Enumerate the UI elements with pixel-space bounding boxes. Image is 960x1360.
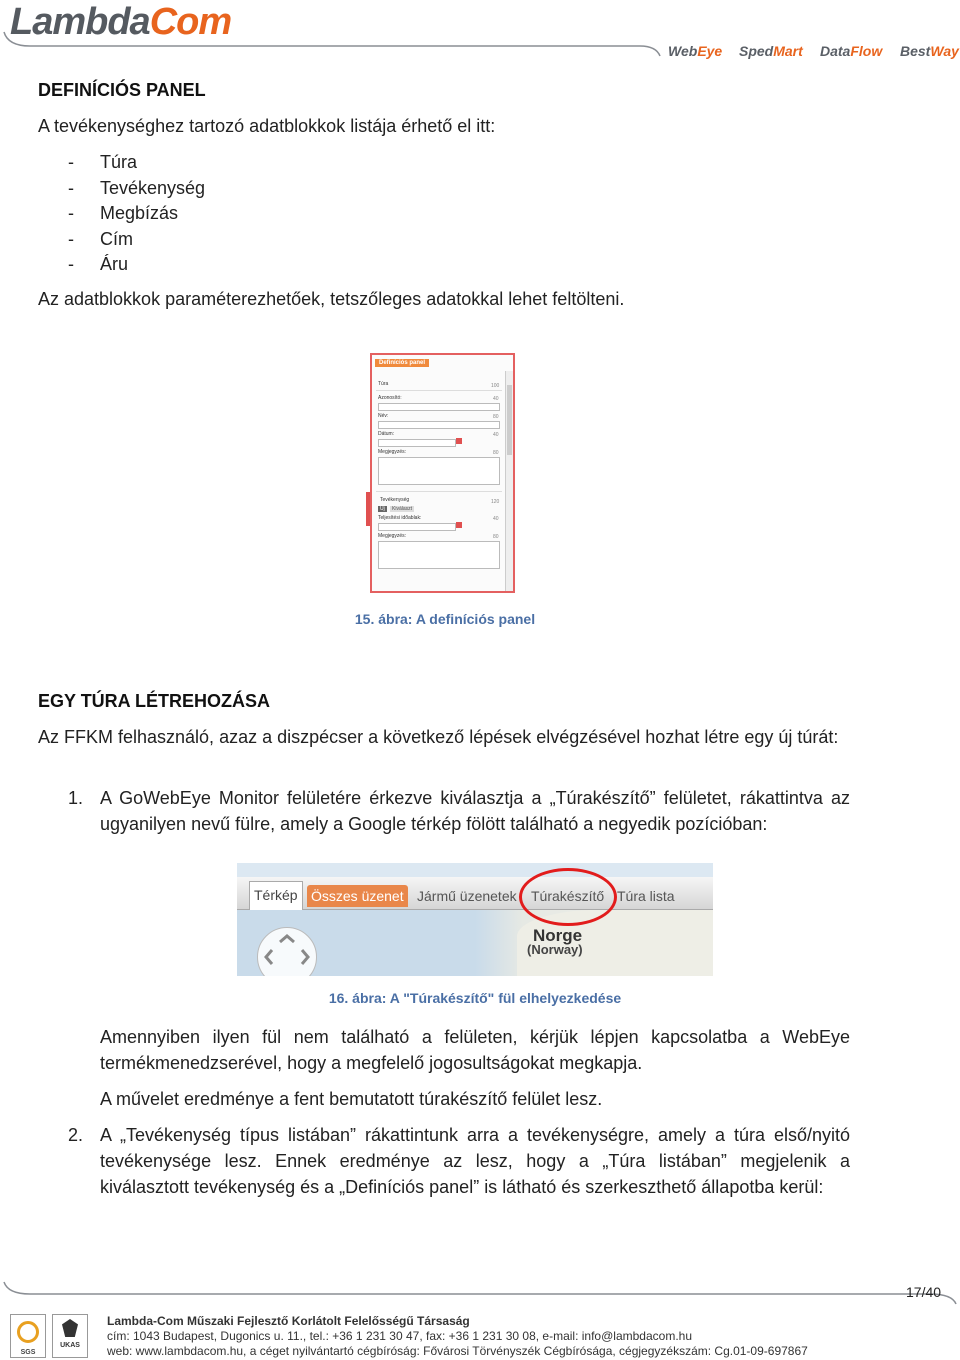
label-tevekenyseg: Tevékenység	[380, 497, 410, 503]
step-number: 2.	[68, 1125, 84, 1145]
step-number: 1.	[68, 788, 84, 808]
sgs-logo: SGS	[10, 1314, 46, 1358]
list-dash: -	[68, 203, 74, 223]
ukas-logo: UKAS	[52, 1314, 88, 1358]
page-number: 17/40	[906, 1284, 942, 1300]
list-dash: -	[68, 229, 74, 249]
tab-osszes-uzenet: Összes üzenet	[307, 885, 408, 907]
header-curve-line	[0, 0, 960, 70]
num-value: 40	[493, 516, 499, 522]
calendar-icon	[456, 522, 462, 528]
field-nev	[378, 421, 500, 429]
section1-outro: Az adatblokkok paraméterezhetőek, tetszőleges adatokkal lehet feltölteni.	[38, 289, 625, 309]
tab-tura-lista: Túra lista	[617, 888, 675, 904]
step1-note-permissions: Amennyiben ilyen fül nem található a felületen, kérjük lépjen kapcsolatba a WebEye termékmenedzserével, hogy a megfelelő jogosultságokat megkapja.	[100, 1027, 850, 1073]
label-nev: Név:	[378, 413, 389, 419]
step1-text: A GoWebEye Monitor felületére érkezve kiválasztja a „Túrakészítő” felületet, rákattintva az ugyanilyen nevű fülre, amely a Google térkép fölött található a negyedik pozícióban:	[100, 788, 850, 834]
num-value: 100	[491, 383, 500, 389]
brand-webeye: WebEye	[668, 43, 723, 59]
map-pan-control-icon	[257, 927, 317, 976]
list-dash: -	[68, 254, 74, 274]
new-button: Új	[380, 506, 385, 512]
section-heading-definition-panel: DEFINÍCIÓS PANEL	[38, 80, 206, 100]
select-button: Kiválaszt	[392, 506, 413, 512]
label-tura: Túra	[378, 381, 389, 387]
num-value: 40	[493, 396, 499, 402]
calendar-icon	[456, 438, 462, 444]
field-megjegyzes	[378, 457, 500, 485]
footer-web: web: www.lambdacom.hu, a céget nyilvántartó cégbíróság: Fővárosi Törvényszék Cégbírósága, cégjegyzékszám: Cg.01-09-697867	[107, 1344, 808, 1358]
section1-intro: A tevékenységhez tartozó adatblokkok listája érhető el itt:	[38, 116, 496, 136]
step2-text: A „Tevékenység típus listában” rákattintunk arra a tevékenységre, amely a túra első/nyitó tevékenysége lesz. Ennek eredménye az lesz, hogy a „Túra listában” megjelenik a kiválasztott tevékenység és a „Definíciós panel” is látható és szerkeszthető állapotba kerül:	[100, 1125, 850, 1197]
footer-address: cím: 1043 Budapest, Dugonics u. 11., tel.: +36 1 231 30 47, fax: +36 1 231 30 08, e-mail: info@lambdacom.hu	[107, 1329, 692, 1343]
list-item: Megbízás	[100, 203, 179, 223]
panel-scrollbar-thumb	[507, 385, 512, 455]
map-label: Norge	[533, 926, 583, 945]
field-megjegyzes	[378, 541, 500, 569]
tab-jarmu-uzenetek: Jármű üzenetek	[417, 888, 517, 904]
definition-panel-screenshot	[370, 353, 515, 593]
company-logo: LambdaCom	[10, 1, 232, 43]
figure-caption: 16. ábra: A "Túrakészítő" fül elhelyezkedése	[328, 990, 622, 1006]
tab-turakeszito: Túrakészítő	[531, 888, 605, 904]
figure-caption: 15. ábra: A definíciós panel	[354, 611, 536, 627]
list-item: Túra	[100, 152, 138, 172]
brand-dataflow: DataFlow	[820, 43, 883, 59]
list-item: Tevékenység	[100, 178, 206, 198]
brand-bestway: BestWay	[900, 43, 959, 59]
separator	[376, 390, 502, 391]
num-value: 120	[491, 499, 500, 505]
label-teljesitesi: Teljesítési időablak:	[378, 515, 422, 521]
num-value: 80	[493, 534, 499, 540]
footer-company: Lambda-Com Műszaki Fejlesztő Korlátolt Felelősségű Társaság	[107, 1314, 470, 1328]
separator	[376, 491, 502, 492]
label-megjegyzes: Megjegyzés:	[378, 449, 407, 455]
list-dash: -	[68, 152, 74, 172]
panel-title: Definíciós panel	[375, 359, 429, 367]
certification-logos	[10, 1314, 88, 1358]
num-value: 80	[493, 450, 499, 456]
footer-curve-line	[0, 1276, 960, 1306]
field-datum	[378, 439, 456, 447]
section2-intro: Az FFKM felhasználó, azaz a diszpécser a következő lépések elvégzésével hozhat létre egy új túrát:	[38, 727, 839, 747]
tab-terkep: Térkép	[249, 881, 303, 910]
highlight-circle	[519, 868, 617, 926]
list-dash: -	[68, 178, 74, 198]
field-teljesitesi	[378, 523, 456, 531]
label-azonosito: Azonosító:	[378, 395, 402, 401]
field-azonosito	[378, 403, 500, 411]
map-sublabel: (Norway)	[527, 942, 583, 957]
num-value: 80	[493, 414, 499, 420]
num-value: 40	[493, 432, 499, 438]
label-megjegyzes: Megjegyzés:	[378, 533, 407, 539]
brand-spedmart: SpedMart	[739, 43, 803, 59]
step1-note-result: A művelet eredménye a fent bemutatott túrakészítő felület lesz.	[100, 1089, 603, 1109]
section-heading-create-tour: EGY TÚRA LÉTREHOZÁSA	[38, 691, 271, 711]
list-item: Cím	[100, 229, 133, 249]
list-item: Áru	[100, 254, 129, 274]
label-datum: Dátum:	[378, 431, 395, 437]
tab-bar-screenshot	[237, 863, 713, 976]
